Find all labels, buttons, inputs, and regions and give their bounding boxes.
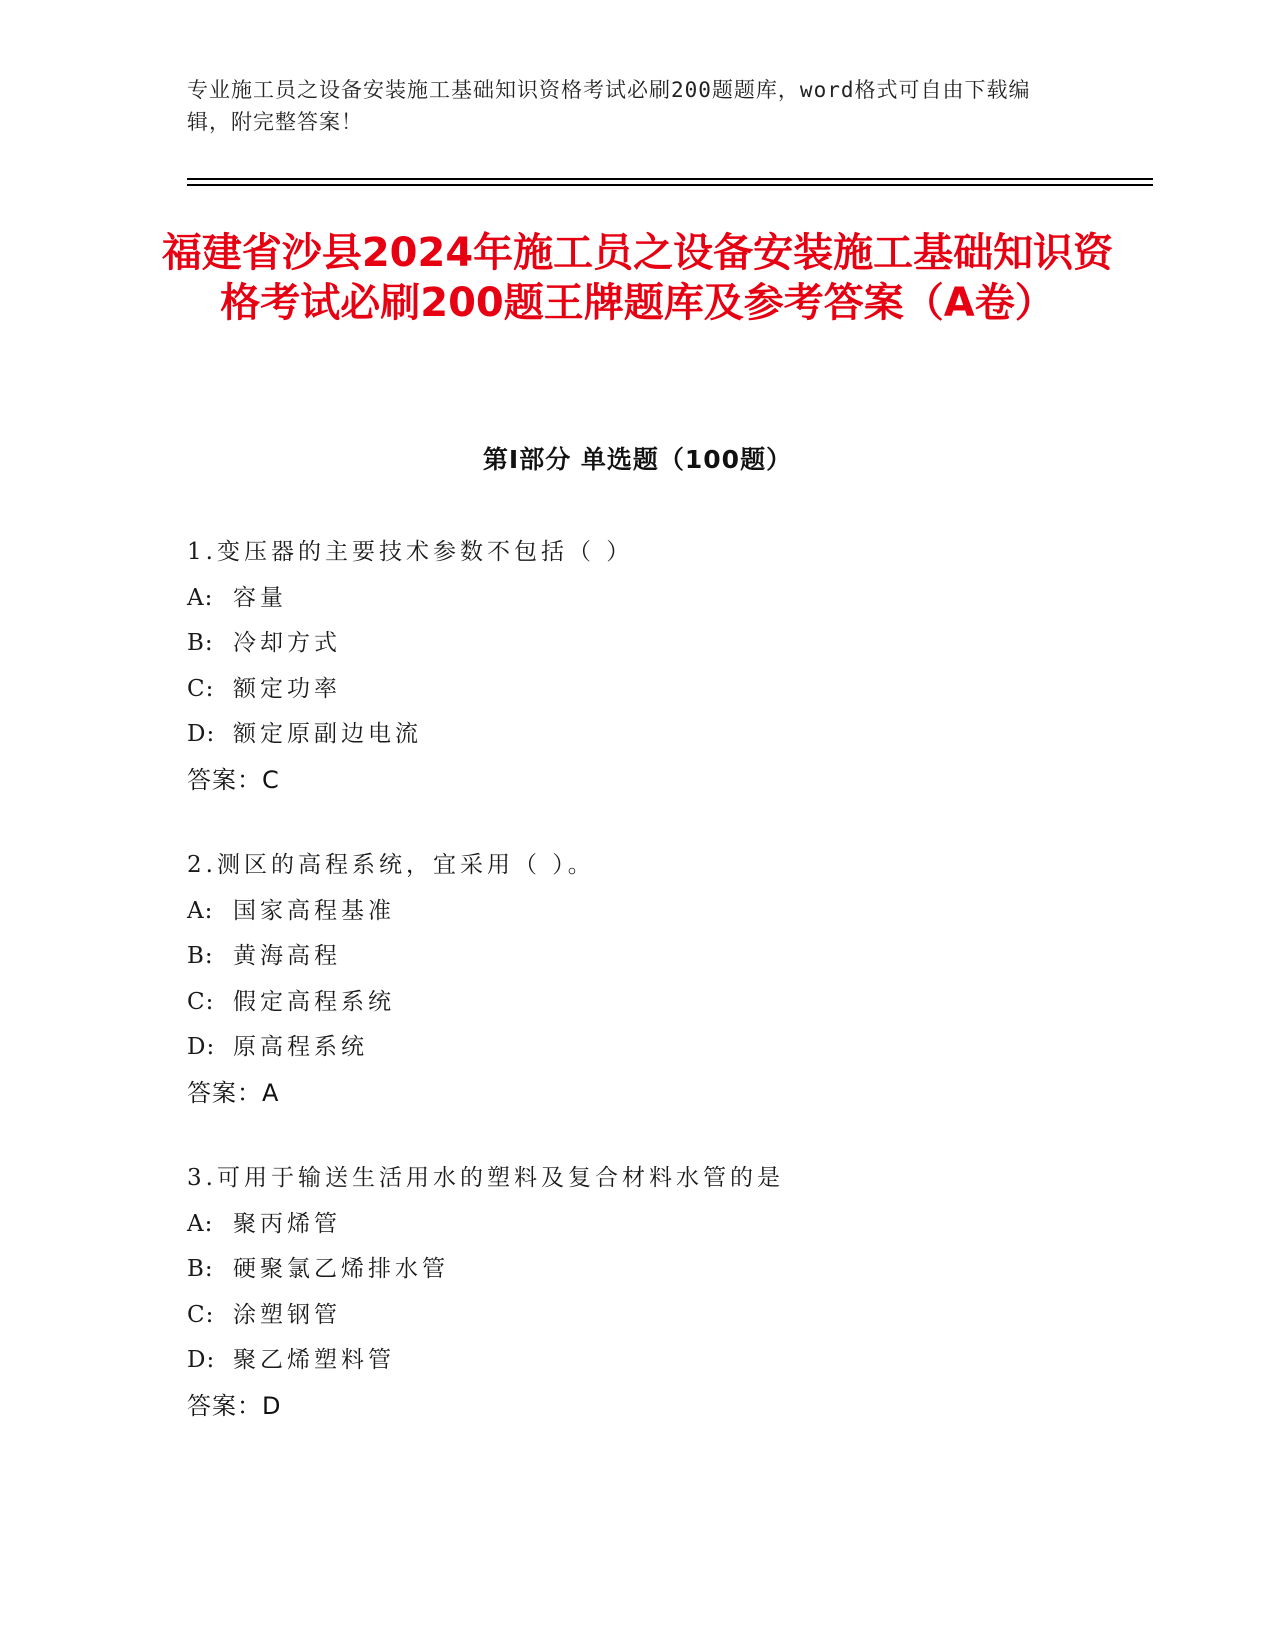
option-letter: B:	[187, 1256, 214, 1282]
option-letter: A:	[187, 897, 214, 924]
document-title: 福建省沙县2024年施工员之设备安装施工基础知识资格考试必刷200题王牌题库及参考答案（A卷）	[161, 230, 1114, 326]
option-d	[187, 1338, 1137, 1384]
option-text: 国家高程基准	[233, 897, 395, 924]
option-c	[187, 1293, 1137, 1339]
option-a	[187, 889, 1137, 935]
option-a	[187, 576, 1137, 622]
section-title: 第Ⅰ部分 单选题（100题）	[482, 445, 793, 474]
question-1	[187, 530, 1137, 803]
question-stem: 3.可用于输送生活用水的塑料及复合材料水管的是	[187, 1165, 784, 1191]
question-list	[187, 530, 1137, 1469]
option-text: 聚乙烯塑料管	[233, 1347, 395, 1373]
option-letter: D:	[187, 721, 216, 747]
answer-line: 答案：D	[187, 1391, 282, 1420]
option-c	[187, 667, 1137, 713]
option-b	[187, 621, 1137, 667]
option-text: 硬聚氯乙烯排水管	[233, 1256, 449, 1282]
option-text: 额定功率	[233, 675, 341, 702]
question-2	[187, 843, 1137, 1116]
option-a	[187, 1202, 1137, 1248]
option-c	[187, 980, 1137, 1026]
option-letter: A:	[187, 584, 214, 611]
option-letter: B:	[187, 943, 214, 969]
option-text: 冷却方式	[233, 630, 341, 656]
option-text: 容量	[233, 584, 287, 611]
header-note: 专业施工员之设备安装施工基础知识资格考试必刷200题题库，word格式可自由下载编辑，附完整答案！	[187, 78, 1031, 134]
option-text: 额定原副边电流	[233, 721, 422, 747]
option-text: 黄海高程	[233, 943, 341, 969]
option-d	[187, 712, 1137, 758]
question-stem: 1.变压器的主要技术参数不包括（ ）	[187, 539, 634, 565]
option-letter: D:	[187, 1347, 216, 1373]
option-letter: C:	[187, 1301, 215, 1328]
option-b	[187, 934, 1137, 980]
option-text: 涂塑钢管	[233, 1301, 341, 1328]
option-text: 聚丙烯管	[233, 1210, 341, 1237]
answer-line: 答案：A	[187, 1078, 280, 1107]
header-divider-bottom	[187, 184, 1153, 186]
option-letter: A:	[187, 1210, 214, 1237]
question-stem: 2.测区的高程系统，宜采用（ ）。	[187, 852, 595, 878]
option-text: 假定高程系统	[233, 988, 395, 1015]
option-letter: C:	[187, 675, 215, 702]
answer-line: 答案：C	[187, 765, 280, 794]
option-letter: C:	[187, 988, 215, 1015]
header-divider-top	[187, 178, 1153, 180]
option-b	[187, 1247, 1137, 1293]
option-text: 原高程系统	[233, 1034, 368, 1060]
question-3	[187, 1156, 1137, 1429]
option-d	[187, 1025, 1137, 1071]
option-letter: D:	[187, 1034, 216, 1060]
option-letter: B:	[187, 630, 214, 656]
